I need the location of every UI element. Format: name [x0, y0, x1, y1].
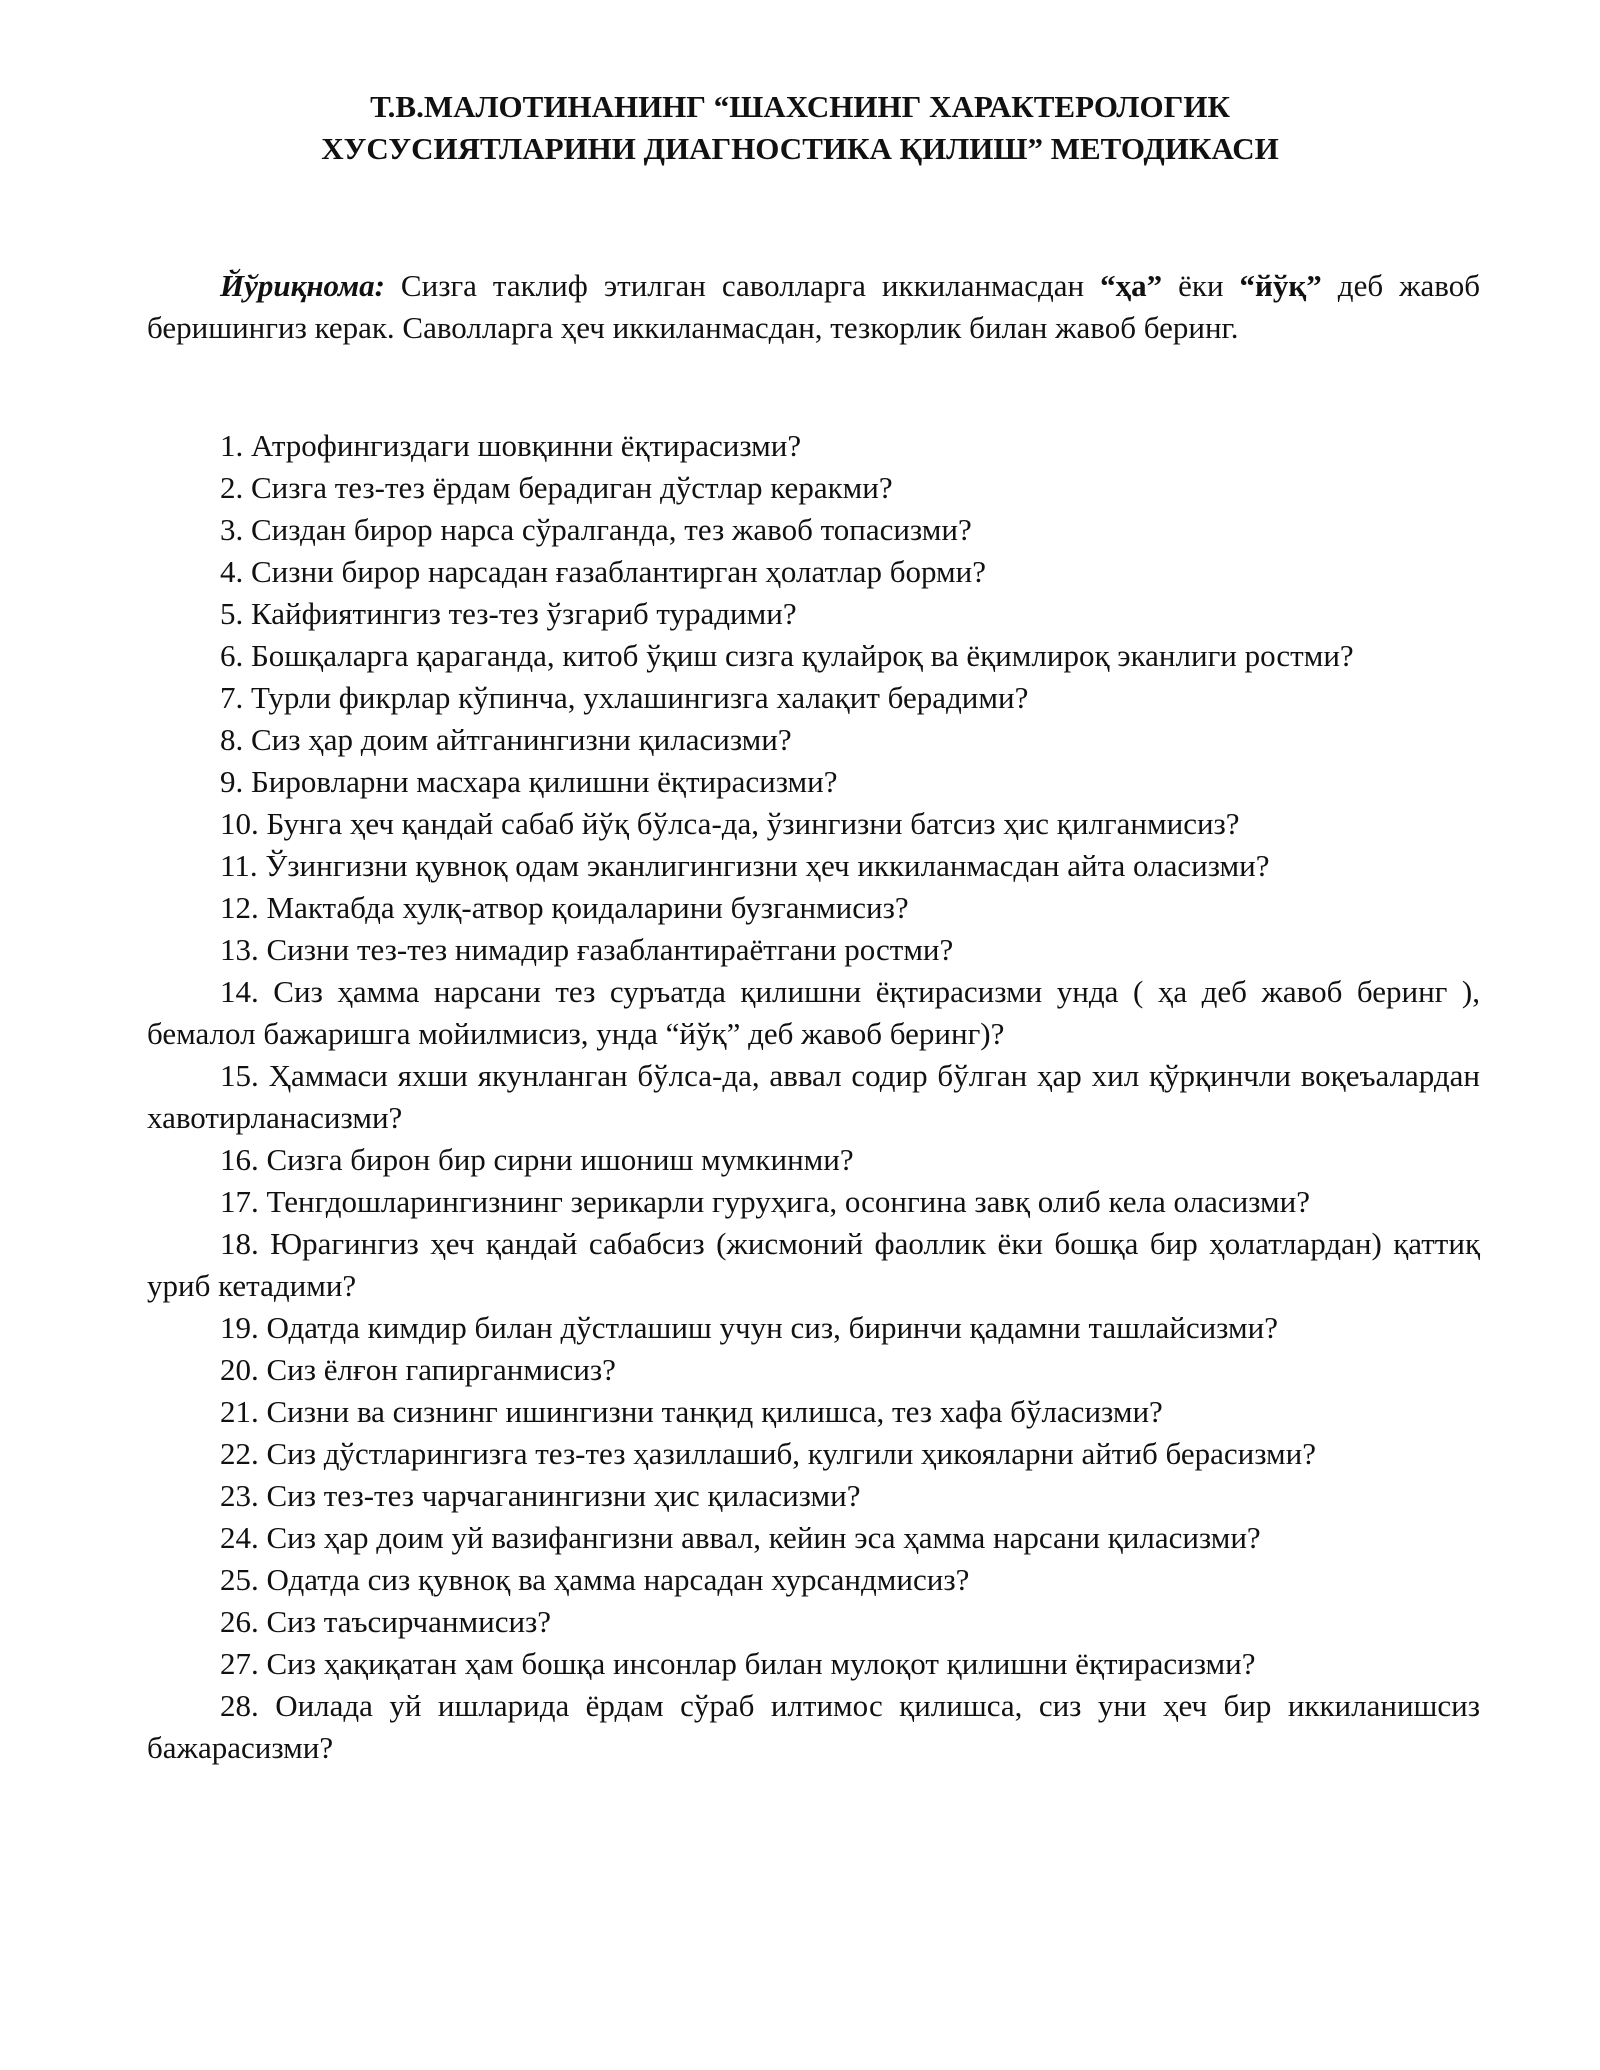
title-line-1: Т.В.МАЛОТИНАНИНГ “ШАХСНИНГ ХАРАКТЕРОЛОГИК — [370, 89, 1230, 124]
question-text: Сиз ёлғон гапирганмисиз? — [266, 1352, 616, 1387]
question-item — [147, 887, 1480, 929]
question-text: Сиз ҳар доим уй вазифангизни аввал, кейин эса ҳамма нарсани қиласизми? — [266, 1520, 1261, 1555]
question-text: Бунга ҳеч қандай сабаб йўқ бўлса-да, ўзингизни батсиз ҳис қилганмисиз? — [266, 806, 1240, 841]
question-item — [147, 1601, 1480, 1643]
question-number: 14. — [220, 974, 259, 1009]
question-item — [147, 1433, 1480, 1475]
question-list — [147, 425, 1480, 1769]
question-number: 27. — [220, 1646, 259, 1681]
question-text: Кайфиятингиз тез-тез ўзгариб турадими? — [251, 596, 797, 631]
question-item — [147, 719, 1480, 761]
question-item — [147, 1391, 1480, 1433]
question-number: 23. — [220, 1478, 259, 1513]
question-text: Атрофингиздаги шовқинни ёқтирасизми? — [251, 428, 802, 463]
question-text: Сиз дўстларингизга тез-тез ҳазиллашиб, кулгили ҳикояларни айтиб берасизми? — [266, 1436, 1316, 1471]
question-number: 11. — [220, 848, 258, 883]
question-text: Сиз тез-тез чарчаганингизни ҳис қиласизми? — [266, 1478, 861, 1513]
question-number: 25. — [220, 1562, 259, 1597]
question-text: Ўзингизни қувноқ одам эканлигингизни ҳеч иккиланмасдан айта оласизми? — [265, 848, 1270, 883]
question-item — [147, 1055, 1480, 1139]
question-item — [147, 425, 1480, 467]
answer-yes: “ҳа” — [1100, 268, 1163, 303]
question-text: Ҳаммаси яхши якунланган бўлса-да, аввал содир бўлган ҳар хил қўрқинчли воқеъалардан хавотирланасизми? — [147, 1058, 1481, 1135]
question-number: 3. — [220, 512, 244, 547]
answer-no: “йўқ” — [1239, 268, 1322, 303]
question-item — [147, 1181, 1480, 1223]
question-text: Сизга тез-тез ёрдам берадиган дўстлар керакми? — [251, 470, 893, 505]
question-number: 18. — [220, 1226, 259, 1261]
question-item — [147, 845, 1480, 887]
question-number: 26. — [220, 1604, 259, 1639]
question-text: Сизни бирор нарсадан ғазаблантирган ҳолатлар борми? — [251, 554, 986, 589]
question-item — [147, 677, 1480, 719]
question-text: Сизни ва сизнинг ишингизни танқид қилишса, тез хафа бўласизми? — [266, 1394, 1163, 1429]
question-number: 12. — [220, 890, 259, 925]
question-text: Сиз ҳамма нарсани тез суръатда қилишни ёқтирасизми унда ( ҳа деб жавоб беринг ), бемалол бажаришга мойилмисиз, унда “йўқ” деб жавоб беринг)? — [147, 974, 1481, 1051]
document-title — [0, 86, 1600, 170]
instruction-text-1: Сизга таклиф этилган саволларга иккиланмасдан — [384, 268, 1101, 303]
question-text: Мактабда хулқ-атвор қоидаларини бузганмисиз? — [266, 890, 909, 925]
question-item — [147, 1517, 1480, 1559]
question-item — [147, 1685, 1480, 1769]
question-number: 17. — [220, 1184, 259, 1219]
question-item — [147, 551, 1480, 593]
question-text: Сизни тез-тез нимадир ғазаблантираётгани ростми? — [266, 932, 954, 967]
question-number: 1. — [220, 428, 244, 463]
question-number: 28. — [220, 1688, 259, 1723]
question-number: 6. — [220, 638, 244, 673]
question-text: Оилада уй ишларида ёрдам сўраб илтимос қилишса, сиз уни ҳеч бир иккиланишсиз бажарасизми? — [147, 1688, 1480, 1765]
title-line-2: ХУСУСИЯТЛАРИНИ ДИАГНОСТИКА ҚИЛИШ” МЕТОДИКАСИ — [321, 131, 1279, 166]
question-item — [147, 1643, 1480, 1685]
question-text: Бошқаларга қараганда, китоб ўқиш сизга қулайроқ ва ёқимлироқ эканлиги ростми? — [251, 638, 1354, 673]
question-item — [147, 467, 1480, 509]
question-text: Турли фикрлар кўпинча, ухлашингизга халақит берадими? — [251, 680, 1029, 715]
question-number: 21. — [220, 1394, 259, 1429]
question-text: Одатда кимдир билан дўстлашиш учун сиз, биринчи қадамни ташлайсизми? — [266, 1310, 1278, 1345]
question-item — [147, 803, 1480, 845]
instruction-text-2: ёки — [1162, 268, 1240, 303]
question-item — [147, 1349, 1480, 1391]
instruction-lead: Йўриқнома: — [220, 268, 385, 303]
question-number: 2. — [220, 470, 244, 505]
question-number: 7. — [220, 680, 244, 715]
question-item — [147, 1223, 1480, 1307]
question-number: 5. — [220, 596, 244, 631]
instruction-text-3: деб жавоб беришингиз керак. Саволларга ҳеч иккиланмасдан, тезкорлик билан жавоб беринг. — [147, 268, 1480, 345]
question-text: Одатда сиз қувноқ ва ҳамма нарсадан хурсандмисиз? — [266, 1562, 970, 1597]
question-item — [147, 1307, 1480, 1349]
question-item — [147, 509, 1480, 551]
question-number: 15. — [220, 1058, 259, 1093]
instruction-paragraph — [147, 265, 1480, 349]
question-item — [147, 1475, 1480, 1517]
question-text: Тенгдошларингизнинг зерикарли гуруҳига, осонгина завқ олиб кела оласизми? — [266, 1184, 1310, 1219]
question-text: Сизга бирон бир сирни ишониш мумкинми? — [266, 1142, 854, 1177]
question-number: 22. — [220, 1436, 259, 1471]
question-text: Сиздан бирор нарса сўралганда, тез жавоб топасизми? — [251, 512, 972, 547]
question-item — [147, 761, 1480, 803]
question-number: 9. — [220, 764, 244, 799]
question-item — [147, 971, 1480, 1055]
question-text: Юрагингиз ҳеч қандай сабабсиз (жисмоний фаоллик ёки бошқа бир ҳолатлардан) қаттиқ уриб кетадими? — [147, 1226, 1481, 1303]
question-number: 24. — [220, 1520, 259, 1555]
question-number: 19. — [220, 1310, 259, 1345]
question-number: 10. — [220, 806, 259, 841]
question-item — [147, 1139, 1480, 1181]
question-item — [147, 1559, 1480, 1601]
question-number: 20. — [220, 1352, 259, 1387]
question-number: 16. — [220, 1142, 259, 1177]
question-text: Бировларни масхара қилишни ёқтирасизми? — [251, 764, 838, 799]
question-text: Сиз таъсирчанмисиз? — [266, 1604, 552, 1639]
question-item — [147, 593, 1480, 635]
question-text: Сиз ҳақиқатан ҳам бошқа инсонлар билан мулоқот қилишни ёқтирасизми? — [266, 1646, 1256, 1681]
question-text: Сиз ҳар доим айтганингизни қиласизми? — [251, 722, 792, 757]
question-item — [147, 929, 1480, 971]
question-number: 8. — [220, 722, 244, 757]
question-item — [147, 635, 1480, 677]
question-number: 4. — [220, 554, 244, 589]
question-number: 13. — [220, 932, 259, 967]
